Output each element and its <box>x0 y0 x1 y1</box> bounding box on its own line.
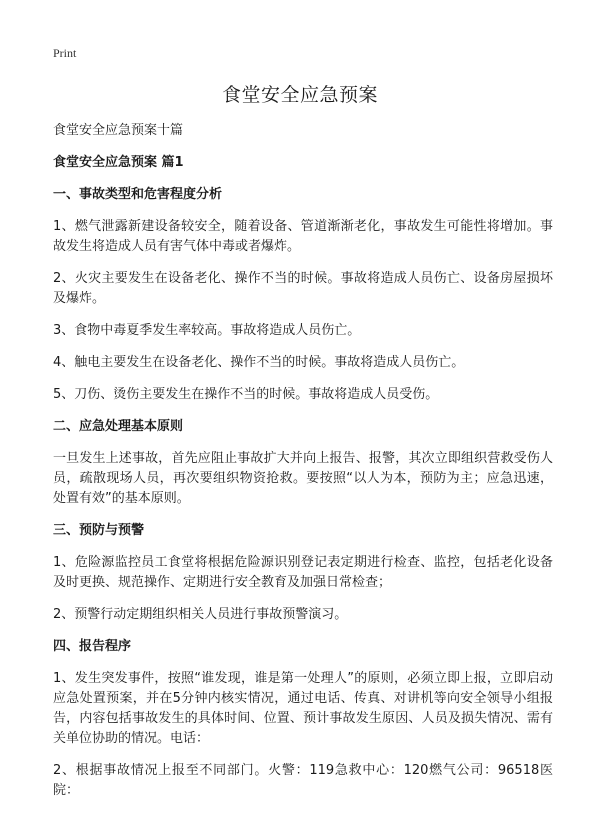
document-subtitle: 食堂安全应急预案十篇 <box>53 123 184 138</box>
paragraph: 3、食物中毒夏季发生率较高。事故将造成人员伤亡。 <box>53 323 361 338</box>
paragraph: 1、发生突发事件，按照“谁发现，谁是第一处理人”的原则，必须立即上报，立即启动应急处置预案，并在5分钟内核实情况，通过电话、传真、对讲机等向安全领导小组报告，内容包括事故发生的具体时间、位置、预计事故发生原因、人员及损失情况、需有关单位协助的情况。电话： <box>53 671 553 746</box>
paragraph: 5、刀伤、烫伤主要发生在操作不当的时候。事故将造成人员受伤。 <box>53 387 439 402</box>
heading-prevention-warning: 三、预防与预警 <box>53 523 145 538</box>
paragraph: 2、预警行动定期组织相关人员进行事故预警演习。 <box>53 607 348 622</box>
paragraph: 一旦发生上述事故，首先应阻止事故扩大并向上报告、报警，其次立即组织营救受伤人员，疏散现场人员，再次要组织物资抢救。要按照“以人为本，预防为主；应急迅速，处置有效”的基本原则。 <box>53 451 553 506</box>
document-title: 食堂安全应急预案 <box>221 84 378 106</box>
document-body <box>53 121 553 813</box>
heading-accident-types: 一、事故类型和危害程度分析 <box>53 187 223 202</box>
section-title: 食堂安全应急预案 篇1 <box>53 155 184 170</box>
paragraph: 1、燃气泄露新建设备较安全，随着设备、管道渐渐老化，事故发生可能性将增加。事故发生将造成人员有害气体中毒或者爆炸。 <box>53 219 553 254</box>
print-label: Print <box>53 46 77 60</box>
paragraph: 4、触电主要发生在设备老化、操作不当的时候。事故将造成人员伤亡。 <box>53 355 465 370</box>
paragraph: 2、根据事故情况上报至不同部门。火警：119急救中心：120燃气公司：96518医院： <box>53 763 553 798</box>
heading-reporting-procedure: 四、报告程序 <box>53 639 132 654</box>
heading-basic-principles: 二、应急处理基本原则 <box>53 419 184 434</box>
paragraph: 2、火灾主要发生在设备老化、操作不当的时候。事故将造成人员伤亡、设备房屋损坏及爆炸。 <box>53 271 553 306</box>
paragraph: 1、危险源监控员工食堂将根据危险源识别登记表定期进行检查、监控，包括老化设备及时更换、规范操作、定期进行安全教育及加强日常检查； <box>53 555 553 590</box>
